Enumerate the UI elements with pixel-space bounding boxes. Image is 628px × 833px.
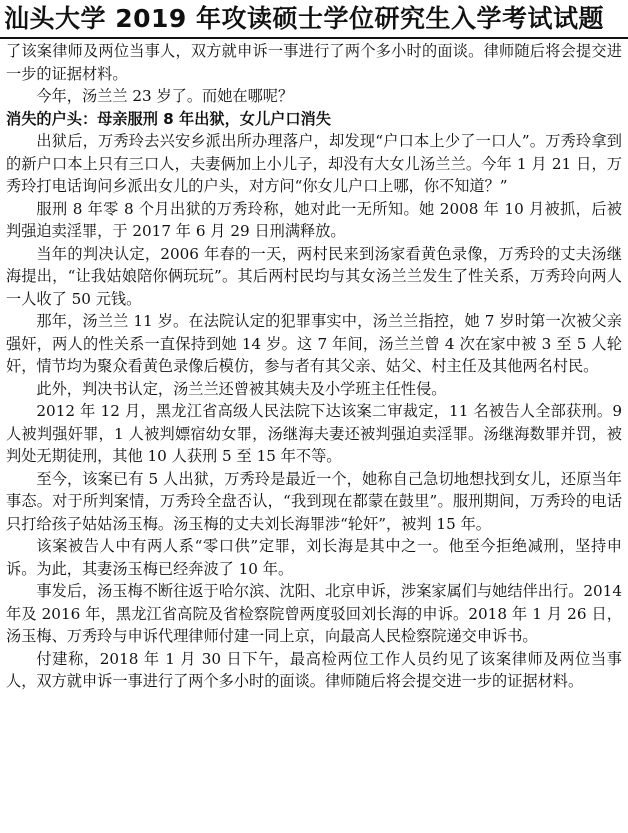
paragraph-6: 那年，汤兰兰 11 岁。在法院认定的犯罪事实中，汤兰兰指控，她 7 岁时第一次被父亲强奸，两人的性关系一直保持到她 14 岁。这 7 年间，汤兰兰曾 4 次在家中被 3 至 5 人轮奸，情节均为聚众看黄色录像后模仿，参与者有其父亲、姑父、村主任及其他两名村民。 <box>6 312 622 375</box>
article-body <box>6 40 622 830</box>
header-divider <box>0 37 628 39</box>
paragraph-8: 2012 年 12 月，黑龙江省高级人民法院下达该案二审裁定，11 名被告人全部获刑。9 人被判强奸罪，1 人被判嫖宿幼女罪，汤继海夫妻还被判强迫卖淫罪。汤继海数罪并罚，被判处无期徒刑，其他 10 人获刑 5 至 15 年不等。 <box>6 402 622 465</box>
paragraph-4: 服刑 8 年零 8 个月出狱的万秀玲称，她对此一无所知。她 2008 年 10 月被抓，后被判强迫卖淫罪，于 2017 年 6 月 29 日刑满释放。 <box>6 199 622 240</box>
paragraph-9: 至今，该案已有 5 人出狱，万秀玲是最近一个，她称自己急切地想找到女儿，还原当年事态。对于所判案情，万秀玲全盘否认，“我到现在都蒙在鼓里”。服刑期间，万秀玲的电话只打给孩子姑姑汤玉梅。汤玉梅的丈夫刘长海罪涉“轮奸”，被判 15 年。 <box>6 469 622 533</box>
paragraph-7: 此外，判决书认定，汤兰兰还曾被其姨夫及小学班主任性侵。 <box>36 379 447 398</box>
paragraph-12: 付建称，2018 年 1 月 30 日下午，最高检两位工作人员约见了该案律师及两位当事人，双方就申诉一事进行了两个多小时的面谈。律师随后将会提交进一步的证据材料。 <box>6 649 622 690</box>
paragraph-11: 事发后，汤玉梅不断往返于哈尔滨、沈阳、北京申诉，涉案家属们与她结伴出行。2014 年及 2016 年，黑龙江省高院及省检察院曾两度驳回刘长海的申诉。2018 年 1 月 26 日，汤玉梅、万秀玲与申诉代理律师付建一同上京，向最高人民检察院递交申诉书。 <box>6 582 622 645</box>
paragraph-2: 今年，汤兰兰 23 岁了。而她在哪呢？ <box>36 87 294 105</box>
page-title: 汕头大学 2019 年攻读硕士学位研究生入学考试试题 <box>4 4 604 33</box>
paragraph-3: 出狱后，万秀玲去兴安乡派出所办理落户，却发现“户口本上少了一口人”。万秀玲拿到的新户口本上只有三口人，夫妻俩加上小儿子，却没有大女儿汤兰兰。今年 1 月 21 日，万秀玲打电话询问乡派出女儿的户头，对方问“你女儿户口上哪，你不知道？” <box>6 132 622 195</box>
paragraph-5: 当年的判决认定，2006 年春的一天，两村民来到汤家看黄色录像，万秀玲的丈夫汤继海提出，“让我姑娘陪你俩玩玩”。其后两村民均与其女汤兰兰发生了性关系，万秀玲向两人一人收了 50 元钱。 <box>6 244 622 308</box>
paragraph-1: 了该案律师及两位当事人，双方就申诉一事进行了两个多小时的面谈。律师随后将会提交进一步的证据材料。 <box>6 42 622 83</box>
paragraph-10: 该案被告人中有两人系“零口供”定罪，刘长海是其中之一。他至今拒绝减刑，坚持申诉。为此，其妻汤玉梅已经奔波了 10 年。 <box>6 537 622 578</box>
section-heading: 消失的户头：母亲服刑 8 年出狱，女儿户口消失 <box>6 109 331 128</box>
